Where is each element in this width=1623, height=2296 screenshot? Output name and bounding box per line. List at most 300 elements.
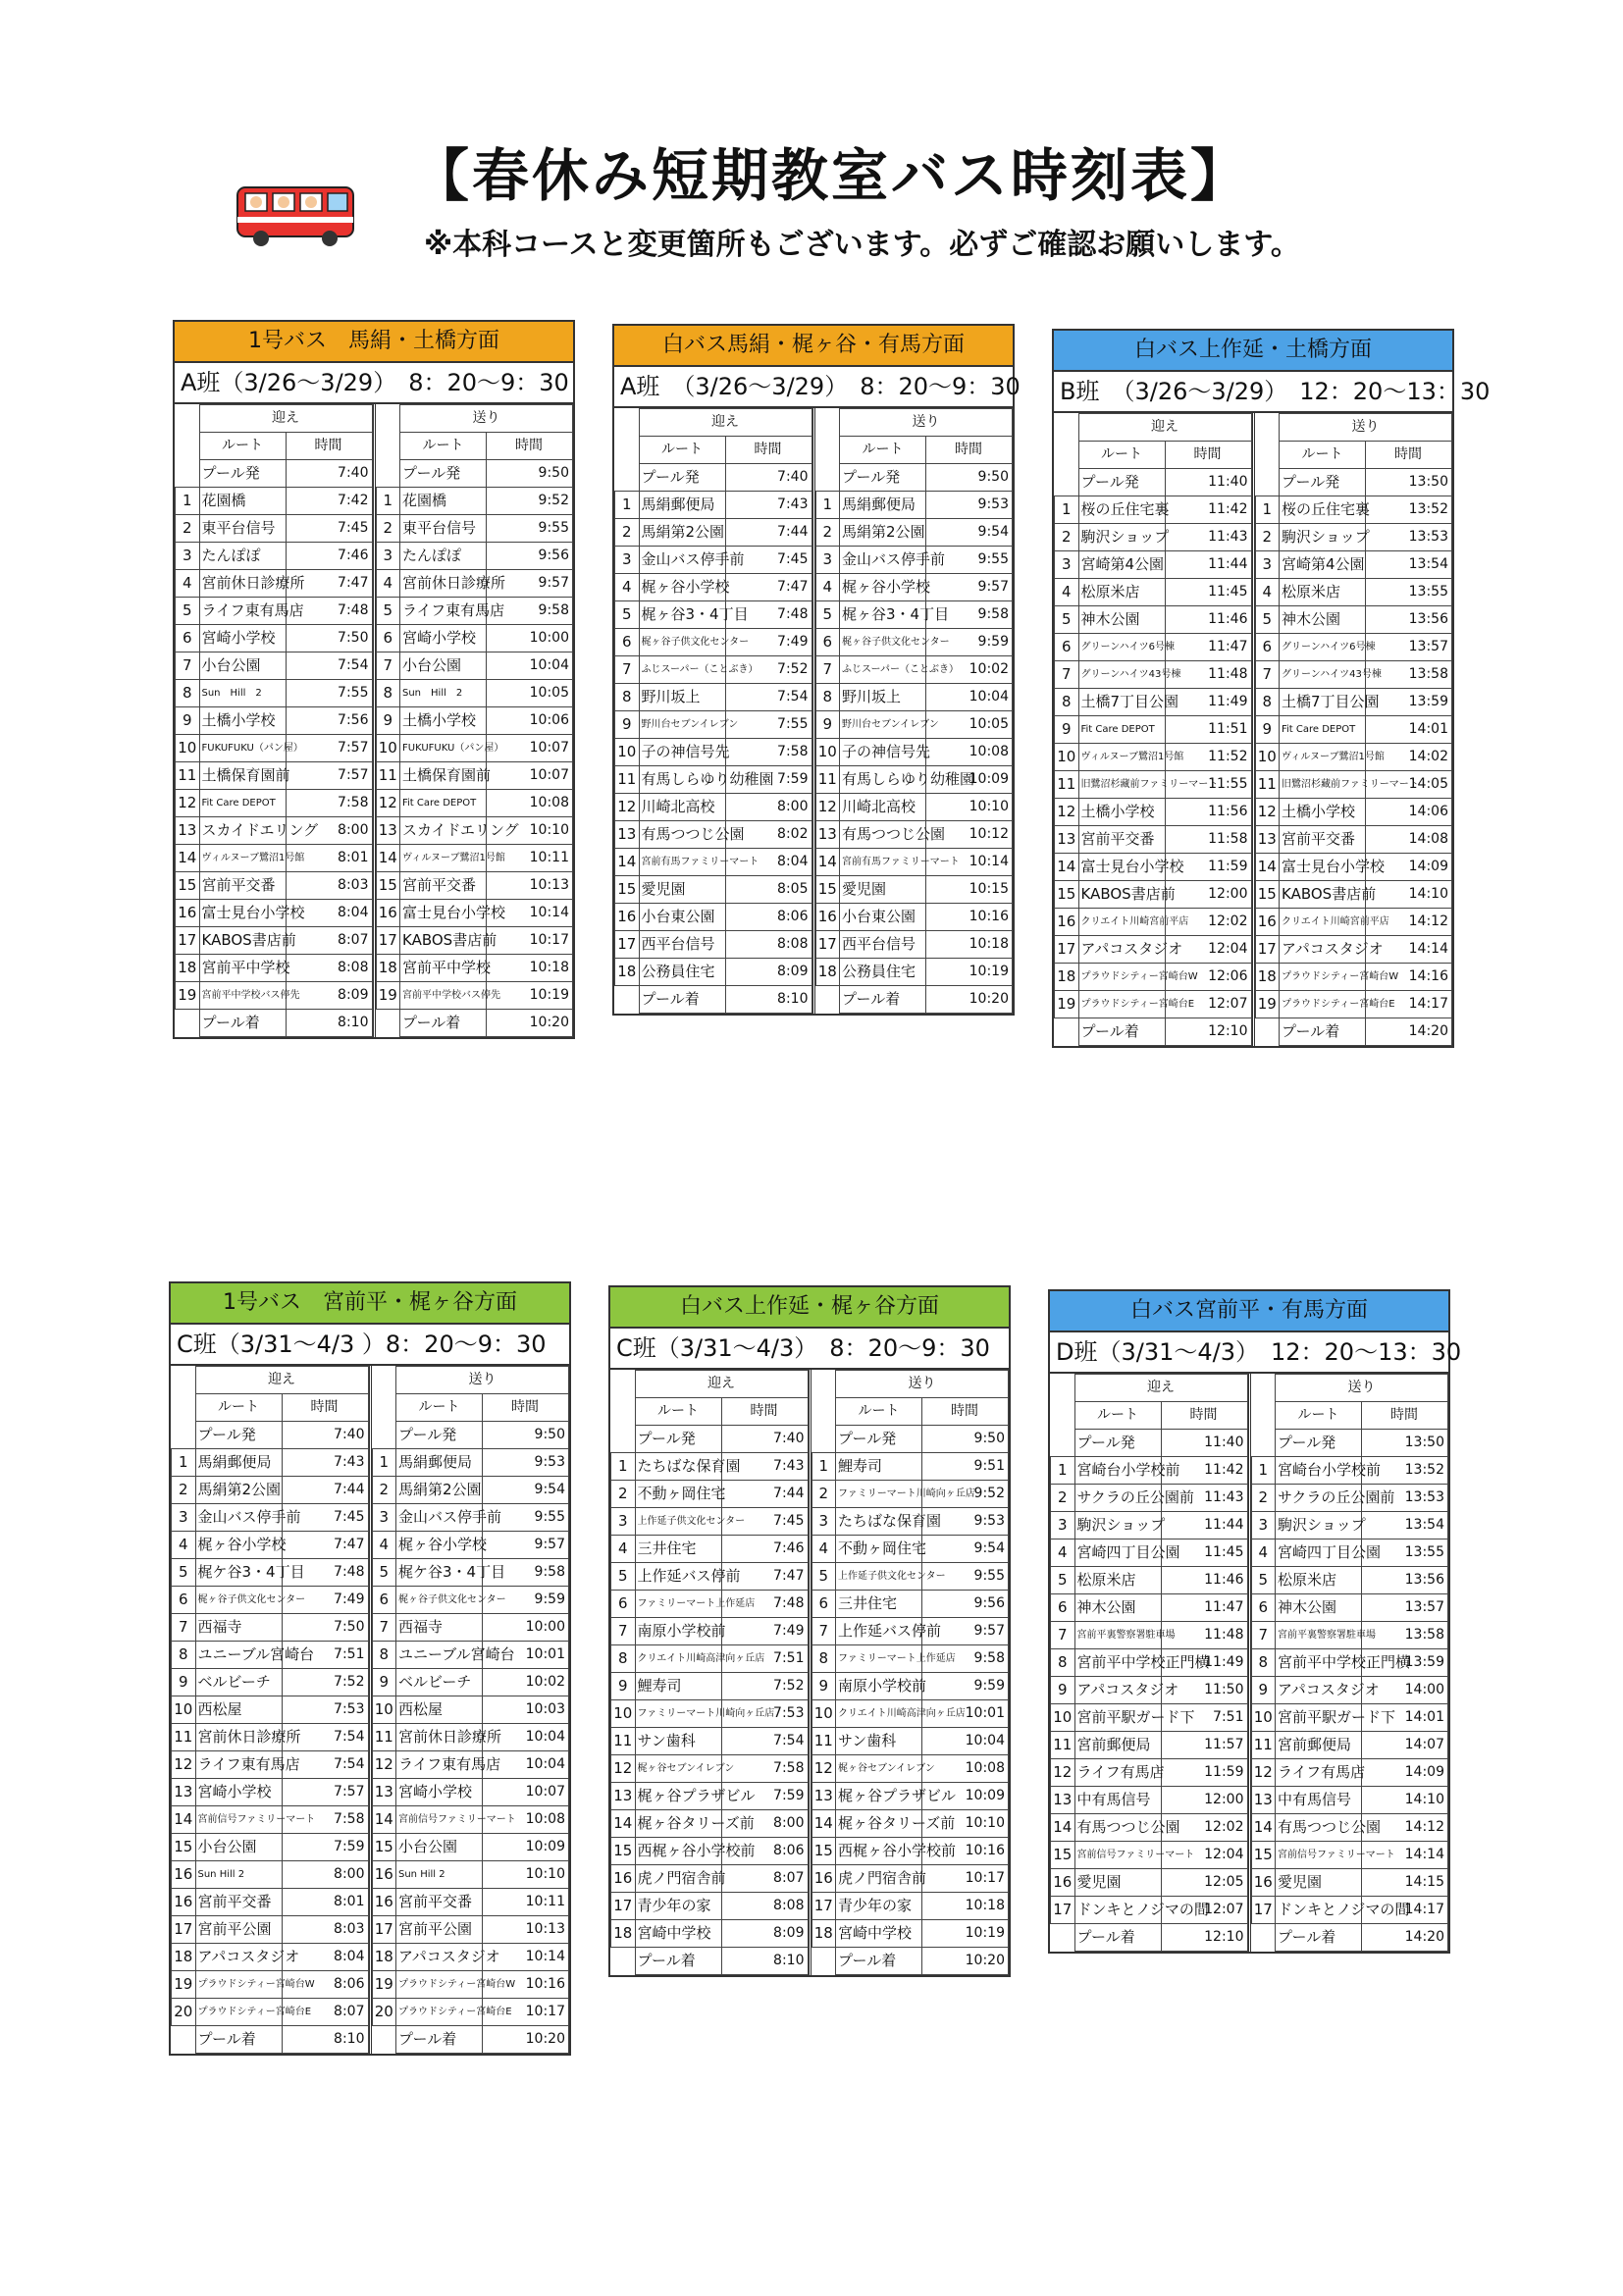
stop-name: 子の神信号先: [840, 739, 926, 766]
stop-number: 18: [815, 959, 840, 986]
stop-time: 8:06: [721, 1838, 808, 1865]
table-row: [812, 1783, 1009, 1810]
stop-time: 10:09: [922, 1783, 1009, 1810]
stop-name: 花園橋: [199, 488, 286, 515]
table-row: [172, 1449, 369, 1477]
pool-departure-label: プール発: [1078, 469, 1165, 496]
blank-cell: [615, 409, 640, 437]
pool-arrival-time: 12:10: [1165, 1018, 1251, 1046]
pool-departure-time: 7:40: [721, 1426, 808, 1453]
stop-name: 三井住宅: [635, 1536, 721, 1563]
stop-number: 3: [172, 1504, 196, 1532]
table-row: [812, 1453, 1009, 1481]
stop-time: 13:55: [1362, 1539, 1448, 1567]
stop-name: 梶ヶ谷小学校: [840, 574, 926, 601]
table-row: [372, 1751, 569, 1779]
stop-number: 2: [815, 519, 840, 547]
table-row: [812, 1673, 1009, 1700]
schedule-header: 白バス上作延・土橋方面: [1054, 331, 1452, 372]
blank-cell: [611, 1371, 636, 1398]
stop-name: Sun Hill 2: [199, 680, 286, 707]
table-row: [1051, 1787, 1248, 1814]
table-row: [611, 1893, 809, 1920]
stop-time: 7:59: [721, 1783, 808, 1810]
table-row: [1051, 1512, 1248, 1539]
stop-name: 西松屋: [195, 1696, 282, 1724]
table-row: [176, 735, 373, 762]
pool-departure-label: プール発: [1074, 1430, 1161, 1457]
table-row: [376, 762, 573, 790]
stop-name: FUKUFUKU（パン屋）: [400, 735, 487, 762]
stop-name: 南原小学校前: [635, 1618, 721, 1645]
table-row: [372, 1587, 569, 1614]
pickup-column: [171, 1366, 369, 2054]
stop-time: 9:58: [487, 598, 573, 625]
table-row: [815, 959, 1013, 986]
table-row: [812, 1618, 1009, 1645]
blank-cell: [1051, 1430, 1075, 1457]
stop-name: 虎ノ門宿舎前: [635, 1865, 721, 1893]
table-row: [376, 515, 573, 543]
blank-cell: [611, 1398, 636, 1426]
table-row: [815, 794, 1013, 821]
stop-name: 宮崎小学校: [396, 1779, 483, 1806]
table-row: [615, 684, 812, 711]
schedule-period: A班 （3/26〜3/29） 8：20〜9：30: [614, 367, 1013, 408]
stop-number: 6: [1255, 634, 1280, 661]
stop-name: ベルビーチ: [396, 1669, 483, 1696]
table-row: [1251, 1485, 1448, 1512]
stop-number: 16: [1251, 1869, 1276, 1897]
table-row: [615, 904, 812, 931]
stop-name: 梶ヶ谷小学校: [639, 574, 725, 601]
stop-time: 12:02: [1165, 909, 1251, 936]
table-row: [611, 1481, 809, 1508]
dropoff-column: [1252, 413, 1453, 1046]
stop-number: 19: [376, 982, 400, 1010]
table-row: [376, 707, 573, 735]
stop-name: 梶ヶ谷セブンイレブン: [836, 1755, 922, 1783]
stop-number: 4: [372, 1532, 396, 1559]
table-row: [1251, 1787, 1448, 1814]
table-row: [1051, 1457, 1248, 1485]
pool-departure-time: 7:40: [282, 1422, 368, 1449]
table-row: [176, 707, 373, 735]
stop-name: 松原米店: [1074, 1567, 1161, 1594]
stop-time: 10:18: [926, 931, 1013, 959]
table-row: [1055, 991, 1252, 1018]
stop-number: 11: [372, 1724, 396, 1751]
table-row: [1055, 826, 1252, 854]
blank-cell: [376, 460, 400, 488]
blank-cell: [611, 1948, 636, 1975]
stop-name: 神木公園: [1078, 606, 1165, 634]
time-header: 時間: [282, 1394, 368, 1422]
table-row: [372, 1724, 569, 1751]
stop-number: 11: [1255, 771, 1280, 799]
stop-number: 8: [1051, 1649, 1075, 1677]
pool-arrival-label: プール着: [400, 1010, 487, 1037]
table-row: [372, 1696, 569, 1724]
stop-time: 8:09: [721, 1920, 808, 1948]
stop-time: 11:45: [1161, 1539, 1247, 1567]
stop-name: 宮前平中学校正門横: [1276, 1649, 1362, 1677]
table-row: [172, 1834, 369, 1861]
stop-name: 鯉寿司: [635, 1673, 721, 1700]
stop-number: 1: [615, 492, 640, 519]
stop-name: ファミリーマート上作延店: [836, 1645, 922, 1673]
pool-arrival-label: プール着: [635, 1948, 721, 1975]
stop-number: 4: [1051, 1539, 1075, 1567]
table-row: [176, 680, 373, 707]
blank-cell: [615, 464, 640, 492]
stop-number: 14: [615, 849, 640, 876]
blank-cell: [815, 464, 840, 492]
pool-arrival-time: 8:10: [725, 986, 812, 1014]
stop-name: 宮崎中学校: [635, 1920, 721, 1948]
table-row: [1055, 936, 1252, 964]
stop-name: 不動ヶ岡住宅: [635, 1481, 721, 1508]
stop-number: 10: [1251, 1704, 1276, 1732]
table-row: [812, 1810, 1009, 1838]
table-row: [376, 652, 573, 680]
stop-name: 宮前平中学校: [199, 955, 286, 982]
table-row: [1055, 909, 1252, 936]
table-row: [176, 900, 373, 927]
stop-number: 8: [611, 1645, 636, 1673]
stop-name: グリーンハイツ6号棟: [1280, 634, 1366, 661]
table-row: [615, 519, 812, 547]
stop-time: 11:47: [1165, 634, 1251, 661]
stop-name: Sun Hill 2: [396, 1861, 483, 1889]
stop-number: 2: [1255, 524, 1280, 551]
stop-time: 8:01: [282, 1889, 368, 1916]
stop-number: 14: [815, 849, 840, 876]
pool-departure-time: 13:50: [1366, 469, 1452, 496]
stop-name: 宮前平交番: [1078, 826, 1165, 854]
stop-number: 2: [176, 515, 200, 543]
blank-cell: [1051, 1402, 1075, 1430]
blank-cell: [1255, 1018, 1280, 1046]
stop-name: 土橋小学校: [1078, 799, 1165, 826]
stop-name: 小台公園: [195, 1834, 282, 1861]
stop-name: 桜の丘住宅裏: [1280, 496, 1366, 524]
table-row: [1051, 1649, 1248, 1677]
table-row: [372, 1614, 569, 1642]
stop-time: 7:52: [721, 1673, 808, 1700]
stop-time: 10:14: [483, 1944, 569, 1971]
stop-time: 7:57: [286, 735, 372, 762]
stop-number: 13: [611, 1783, 636, 1810]
pool-arrival-label: プール着: [1074, 1924, 1161, 1952]
stop-time: 9:52: [922, 1481, 1009, 1508]
stop-number: 2: [372, 1477, 396, 1504]
pool-departure-time: 9:50: [926, 464, 1013, 492]
stop-number: 3: [372, 1504, 396, 1532]
stop-number: 11: [815, 766, 840, 794]
stop-name: Fit Care DEPOT: [1280, 716, 1366, 744]
stop-name: 宮前信号ファミリーマート: [396, 1806, 483, 1834]
stop-name: 野川坂上: [639, 684, 725, 711]
table-row: [376, 543, 573, 570]
stop-time: 7:52: [282, 1669, 368, 1696]
table-row: [372, 1889, 569, 1916]
route-header: ルート: [400, 433, 487, 460]
blank-cell: [615, 437, 640, 464]
stop-time: 14:17: [1366, 991, 1452, 1018]
table-row: [815, 931, 1013, 959]
schedule-period: C班（3/31〜4/3） 8：20〜9：30: [610, 1329, 1009, 1370]
stop-name: 宮前平中学校バス停先: [199, 982, 286, 1010]
stop-name: サクラの丘公園前: [1276, 1485, 1362, 1512]
stop-number: 7: [1051, 1622, 1075, 1649]
stop-name: 宮前休日診療所: [396, 1724, 483, 1751]
stop-time: 10:12: [926, 821, 1013, 849]
stop-name: ライフ東有馬店: [400, 598, 487, 625]
table-row: [611, 1810, 809, 1838]
stop-time: 8:07: [286, 927, 372, 955]
stop-time: 12:06: [1165, 964, 1251, 991]
stop-name: 宮前休日診療所: [199, 570, 286, 598]
schedule-body: [614, 408, 1013, 1014]
table-row: [1251, 1622, 1448, 1649]
stop-name: プラウドシティー宮崎台W: [396, 1971, 483, 1999]
table-row: [611, 1536, 809, 1563]
stop-number: 12: [1251, 1759, 1276, 1787]
stop-number: 11: [812, 1728, 836, 1755]
stop-time: 13:57: [1362, 1594, 1448, 1622]
table-row: [1255, 716, 1452, 744]
table-row: [176, 845, 373, 872]
stop-time: 14:06: [1366, 799, 1452, 826]
stop-name: プラウドシティー宮崎台E: [1280, 991, 1366, 1018]
pool-arrival-label: プール着: [1078, 1018, 1165, 1046]
table-row: [1255, 881, 1452, 909]
stop-number: 10: [815, 739, 840, 766]
stop-name: ヴィルヌーブ鷺沼1号館: [1280, 744, 1366, 771]
stop-time: 8:07: [282, 1999, 368, 2026]
stop-name: 南原小学校前: [836, 1673, 922, 1700]
stop-number: 2: [1251, 1485, 1276, 1512]
stop-name: 愛児園: [1276, 1869, 1362, 1897]
stop-number: 10: [376, 735, 400, 762]
stop-number: 11: [615, 766, 640, 794]
stop-time: 7:54: [721, 1728, 808, 1755]
stop-time: 7:57: [282, 1779, 368, 1806]
stop-number: 7: [372, 1614, 396, 1642]
stop-name: 小台公園: [396, 1834, 483, 1861]
stop-number: 1: [376, 488, 400, 515]
table-row: [372, 1806, 569, 1834]
stop-name: 宮前平裏警察署駐車場: [1276, 1622, 1362, 1649]
schedule-body: [1054, 413, 1452, 1046]
stop-name: ライフ有馬店: [1276, 1759, 1362, 1787]
table-row: [615, 876, 812, 904]
stop-name: 梶ヶ谷プラザビル: [635, 1783, 721, 1810]
stop-time: 11:42: [1161, 1457, 1247, 1485]
stop-number: 20: [372, 1999, 396, 2026]
blank-cell: [1251, 1402, 1276, 1430]
table-row: [815, 492, 1013, 519]
stop-number: 10: [1051, 1704, 1075, 1732]
stop-time: 7:59: [725, 766, 812, 794]
stop-name: Sun Hill 2: [195, 1861, 282, 1889]
stop-time: 10:10: [487, 817, 573, 845]
stop-name: 土橋保育園前: [199, 762, 286, 790]
table-row: [1251, 1539, 1448, 1567]
table-row: [1055, 634, 1252, 661]
stop-time: 7:53: [282, 1696, 368, 1724]
stop-name: 梶ヶ谷3・4丁目: [840, 601, 926, 629]
stop-time: 14:00: [1362, 1677, 1448, 1704]
stop-name: 西福寺: [396, 1614, 483, 1642]
stop-name: 上作延バス停前: [635, 1563, 721, 1591]
table-row: [1251, 1704, 1448, 1732]
stop-time: 10:04: [922, 1728, 1009, 1755]
stop-name: 不動ヶ岡住宅: [836, 1536, 922, 1563]
stop-name: 宮崎小学校: [195, 1779, 282, 1806]
table-row: [611, 1645, 809, 1673]
table-row: [1051, 1814, 1248, 1842]
stop-time: 7:58: [286, 790, 372, 817]
schedule-period: C班（3/31〜4/3 ）8：20〜9：30: [171, 1325, 569, 1366]
stop-time: 14:05: [1366, 771, 1452, 799]
stop-number: 8: [372, 1642, 396, 1669]
stop-number: 19: [372, 1971, 396, 1999]
stop-number: 6: [372, 1587, 396, 1614]
table-row: [172, 1806, 369, 1834]
stop-name: 上作延子供文化センター: [836, 1563, 922, 1591]
table-row: [376, 570, 573, 598]
stop-number: 10: [1055, 744, 1079, 771]
table-row: [172, 1861, 369, 1889]
stop-number: 17: [815, 931, 840, 959]
stop-name: 梶ヶ谷タリーズ前: [635, 1810, 721, 1838]
table-row: [1051, 1622, 1248, 1649]
pool-arrival-time: 14:20: [1362, 1924, 1448, 1952]
stop-name: 宮前信号ファミリーマート: [1074, 1842, 1161, 1869]
stop-time: 7:47: [286, 570, 372, 598]
table-row: [611, 1865, 809, 1893]
stop-time: 9:52: [487, 488, 573, 515]
stop-time: 10:02: [926, 656, 1013, 684]
stop-time: 10:10: [922, 1810, 1009, 1838]
pool-arrival-time: 10:20: [487, 1010, 573, 1037]
blank-cell: [172, 1422, 196, 1449]
stop-number: 15: [815, 876, 840, 904]
table-row: [372, 1971, 569, 1999]
table-row: [376, 817, 573, 845]
stop-time: 8:07: [721, 1865, 808, 1893]
stop-number: 13: [812, 1783, 836, 1810]
time-header: 時間: [1165, 442, 1251, 469]
stop-number: 14: [1055, 854, 1079, 881]
table-row: [176, 762, 373, 790]
stop-number: 18: [812, 1920, 836, 1948]
stop-time: 7:54: [282, 1724, 368, 1751]
stop-name: プラウドシティー宮崎台W: [1280, 964, 1366, 991]
blank-cell: [1055, 442, 1079, 469]
dropoff-column: [369, 1366, 570, 2054]
stop-number: 3: [815, 547, 840, 574]
stop-name: 愛児園: [1074, 1869, 1161, 1897]
stop-time: 7:50: [286, 625, 372, 652]
stop-number: 12: [812, 1755, 836, 1783]
stop-number: 16: [372, 1889, 396, 1916]
table-row: [376, 598, 573, 625]
stop-name: サクラの丘公園前: [1074, 1485, 1161, 1512]
stop-name: 土橋小学校: [199, 707, 286, 735]
stop-time: 12:00: [1165, 881, 1251, 909]
stop-time: 11:59: [1161, 1759, 1247, 1787]
route-header: ルート: [396, 1394, 483, 1422]
stop-time: 10:08: [487, 790, 573, 817]
stop-number: 13: [1251, 1787, 1276, 1814]
table-row: [611, 1618, 809, 1645]
stop-number: 9: [1055, 716, 1079, 744]
stop-number: 12: [172, 1751, 196, 1779]
stop-time: 11:44: [1161, 1512, 1247, 1539]
route-header: ルート: [840, 437, 926, 464]
stop-name: 神木公園: [1280, 606, 1366, 634]
stop-name: 鯉寿司: [836, 1453, 922, 1481]
table-row: [372, 1532, 569, 1559]
stop-number: 7: [1255, 661, 1280, 689]
stop-time: 8:08: [286, 955, 372, 982]
table-row: [615, 766, 812, 794]
stop-number: 10: [611, 1700, 636, 1728]
stop-time: 14:16: [1366, 964, 1452, 991]
table-row: [176, 817, 373, 845]
stop-time: 9:59: [483, 1587, 569, 1614]
stop-name: 三井住宅: [836, 1591, 922, 1618]
stop-number: 2: [1055, 524, 1079, 551]
table-row: [1055, 661, 1252, 689]
table-row: [372, 1944, 569, 1971]
stop-number: 8: [172, 1642, 196, 1669]
stop-time: 10:18: [922, 1893, 1009, 1920]
stop-time: 7:58: [721, 1755, 808, 1783]
table-row: [615, 547, 812, 574]
stop-name: プラウドシティー宮崎台E: [195, 1999, 282, 2026]
table-row: [1051, 1485, 1248, 1512]
stop-time: 10:10: [926, 794, 1013, 821]
table-row: [372, 1779, 569, 1806]
route-header: ルート: [199, 433, 286, 460]
blank-cell: [372, 1367, 396, 1394]
stop-number: 9: [372, 1669, 396, 1696]
stop-number: 3: [812, 1508, 836, 1536]
stop-name: 西平台信号: [639, 931, 725, 959]
stop-time: 13:58: [1362, 1622, 1448, 1649]
stop-name: Fit Care DEPOT: [400, 790, 487, 817]
stop-time: 7:43: [721, 1453, 808, 1481]
table-row: [615, 492, 812, 519]
pool-arrival-time: 8:10: [721, 1948, 808, 1975]
stop-number: 2: [172, 1477, 196, 1504]
stop-time: 8:00: [725, 794, 812, 821]
table-row: [376, 735, 573, 762]
stop-number: 1: [812, 1453, 836, 1481]
stop-number: 8: [1055, 689, 1079, 716]
stop-number: 16: [376, 900, 400, 927]
stop-time: 8:04: [286, 900, 372, 927]
stop-time: 11:58: [1165, 826, 1251, 854]
stop-number: 15: [1255, 881, 1280, 909]
bus-schedule-table: [169, 1281, 571, 2056]
stop-name: 宮崎台小学校前: [1074, 1457, 1161, 1485]
table-row: [1055, 854, 1252, 881]
